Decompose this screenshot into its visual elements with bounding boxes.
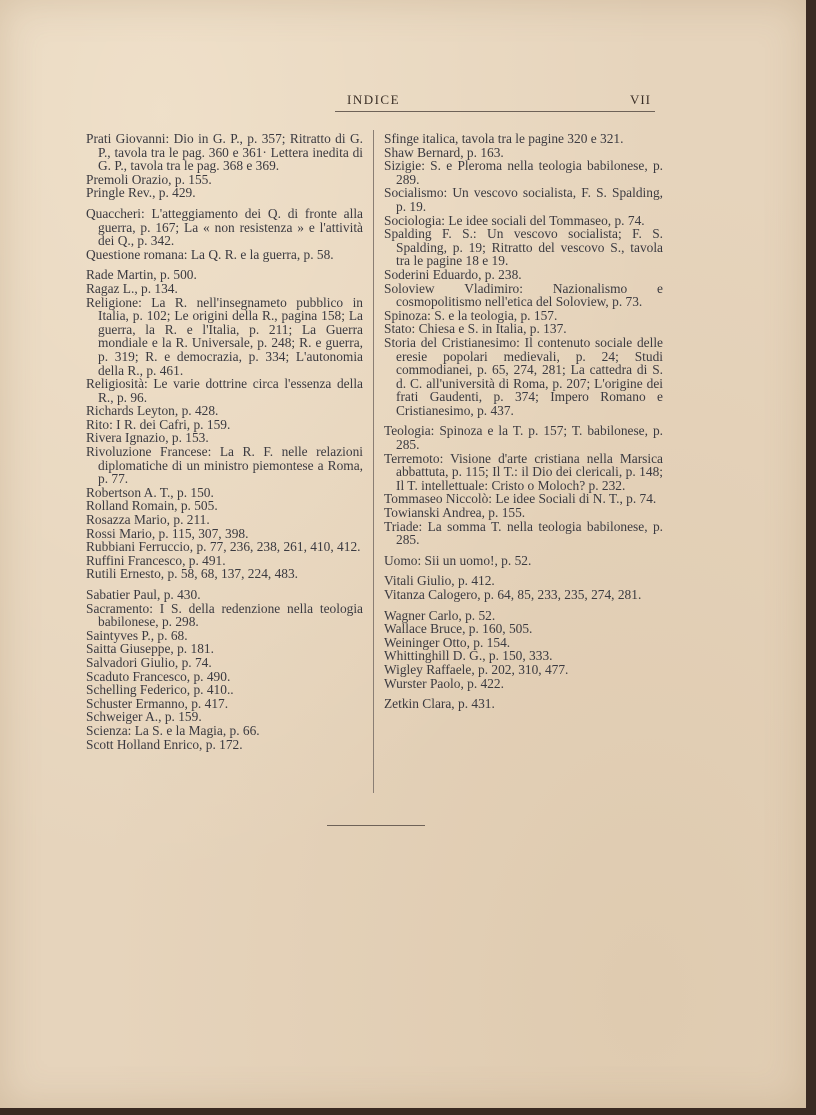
index-entry: Rutili Ernesto, p. 58, 68, 137, 224, 483. xyxy=(86,566,299,582)
index-entry: Towianski Andrea, p. 155. xyxy=(384,505,526,521)
index-entry: Religiosità: Le varie dottrine circa l'essenza della R., p. 96. xyxy=(86,376,363,405)
index-entry: Rivera Ignazio, p. 153. xyxy=(86,430,209,446)
index-entry: Sabatier Paul, p. 430. xyxy=(86,587,201,602)
closing-rule xyxy=(327,825,425,826)
index-entry: Rosazza Mario, p. 211. xyxy=(86,512,210,528)
index-entry: Soderini Eduardo, p. 238. xyxy=(384,266,522,282)
index-entry: Spinoza: S. e la teologia, p. 157. xyxy=(384,307,558,323)
index-entry: Vitanza Calogero, p. 64, 85, 233, 235, 274, 281. xyxy=(384,587,642,602)
index-entry: Saitta Giuseppe, p. 181. xyxy=(86,641,214,657)
index-entry: Scaduto Francesco, p. 490. xyxy=(86,668,231,684)
index-entry: Wurster Paolo, p. 422. xyxy=(384,675,504,691)
index-entry: Rade Martin, p. 500. xyxy=(86,267,197,283)
index-entry: Storia del Cristianesimo: Il contenuto sociale delle eresie popolari medievali, p. 24; Studi commodianei, p. 65, 274, 281; La cattedra di S. d. C. all'università di Roma, p. 207; L'origine dei frati Gaudenti, p. 374; Impero Romano e Cristianesimo, p. 437. xyxy=(384,334,663,418)
index-entry: Saintyves P., p. 68. xyxy=(86,627,188,643)
index-entry: Prati Giovanni: Dio in G. P., p. 357; Ritratto di G. P., tavola tra le pag. 360 e 361· Lettera inedita di G. P., tavola tra le pag. 368 e 369. xyxy=(86,131,363,174)
index-entry: Rubbiani Ferruccio, p. 77, 236, 238, 261, 410, 412. xyxy=(86,539,361,555)
index-entry: Sizigie: S. e Pleroma nella teologia babilonese, p. 289. xyxy=(384,158,663,187)
page-number: VII xyxy=(629,92,651,107)
index-entry: Salvadori Giulio, p. 74. xyxy=(86,654,212,670)
index-entry: Questione romana: La Q. R. e la guerra, p. 58. xyxy=(86,246,334,262)
index-entry: Sociologia: Le idee sociali del Tommaseo, p. 74. xyxy=(384,212,645,228)
index-entry: Uomo: Sii un uomo!, p. 52. xyxy=(384,552,532,568)
index-entry: Rivoluzione Francese: La R. F. nelle relazioni diplomatiche di un ministro piemontese a Roma, p. 77. xyxy=(86,444,363,487)
index-entry: Sfinge italica, tavola tra le pagine 320 e 321. xyxy=(384,131,624,146)
index-entry: Rito: I R. dei Cafri, p. 159. xyxy=(86,416,231,432)
index-entry: Stato: Chiesa e S. in Italia, p. 137. xyxy=(384,321,567,337)
index-entry: Wallace Bruce, p. 160, 505. xyxy=(384,621,533,637)
index-entry: Wigley Raffaele, p. 202, 310, 477. xyxy=(384,661,569,677)
index-entry: Sacramento: I S. della redenzione nella teologia babilonese, p. 298. xyxy=(86,600,363,630)
index-entry: Schuster Ermanno, p. 417. xyxy=(86,695,229,711)
index-entry: Religione: La R. nell'insegnameto pubblico in Italia, p. 102; Le origini della R., pagina 158; La guerra, la R. e l'Italia, p. 211; La Guerra mondiale e la R. Universale, p. 248; R. e guerra, p. 319; R. e democrazia, p. 334; L'autonomia della R., p. 461. xyxy=(86,294,363,378)
index-entry: Rossi Mario, p. 115, 307, 398. xyxy=(86,525,249,541)
index-column-right xyxy=(384,132,663,711)
index-entry: Wagner Carlo, p. 52. xyxy=(384,607,496,623)
index-entry: Robertson A. T., p. 150. xyxy=(86,484,214,500)
index-entry: Triade: La somma T. nella teologia babilonese, p. 285. xyxy=(384,518,663,548)
index-entry: Teologia: Spinoza e la T. p. 157; T. babilonese, p. 285. xyxy=(384,423,663,453)
index-entry: Soloview Vladimiro: Nazionalismo e cosmopolitismo nell'etica del Soloview, p. 73. xyxy=(384,280,663,310)
index-entry: Premoli Orazio, p. 155. xyxy=(86,171,212,187)
index-entry: Ruffini Francesco, p. 491. xyxy=(86,552,226,568)
index-entry: Schweiger A., p. 159. xyxy=(86,709,202,725)
index-entry: Weininger Otto, p. 154. xyxy=(384,634,511,650)
header-rule xyxy=(335,111,655,112)
index-entry: Ragaz L., p. 134. xyxy=(86,280,178,296)
index-entry: Rolland Romain, p. 505. xyxy=(86,498,218,514)
index-entry: Shaw Bernard, p. 163. xyxy=(384,144,504,160)
index-entry: Richards Leyton, p. 428. xyxy=(86,403,219,419)
index-entry: Spalding F. S.: Un vescovo socialista; F. S. Spalding, p. 19; Ritratto del vescovo S., tavola tra le pagine 18 e 19. xyxy=(384,226,663,269)
index-entry: Tommaseo Niccolò: Le idee Sociali di N. T., p. 74. xyxy=(384,491,657,507)
index-entry: Scott Holland Enrico, p. 172. xyxy=(86,736,243,752)
page-title: INDICE xyxy=(347,92,401,107)
page-header xyxy=(85,92,657,116)
index-column-left xyxy=(86,132,363,751)
index-entry: Socialismo: Un vescovo socialista, F. S. Spalding, p. 19. xyxy=(384,185,663,214)
index-entry: Vitali Giulio, p. 412. xyxy=(384,573,495,589)
index-entry: Quaccheri: L'atteggiamento dei Q. di fronte alla guerra, p. 167; La « non resistenza » e l'attività dei Q., p. 342. xyxy=(86,205,363,249)
index-entry: Pringle Rev., p. 429. xyxy=(86,185,196,201)
column-divider xyxy=(373,130,374,793)
index-entry: Whittinghill D. G., p. 150, 333. xyxy=(384,648,553,664)
index-entry: Scienza: La S. e la Magia, p. 66. xyxy=(86,722,260,738)
index-entry: Schelling Federico, p. 410.. xyxy=(86,682,234,698)
index-entry: Zetkin Clara, p. 431. xyxy=(384,696,495,712)
index-entry: Terremoto: Visione d'arte cristiana nella Marsica abbattuta, p. 115; Il T.: il Dio dei clericali, p. 148; Il T. intellettuale: Cristo o Moloch? p. 232. xyxy=(384,450,663,493)
